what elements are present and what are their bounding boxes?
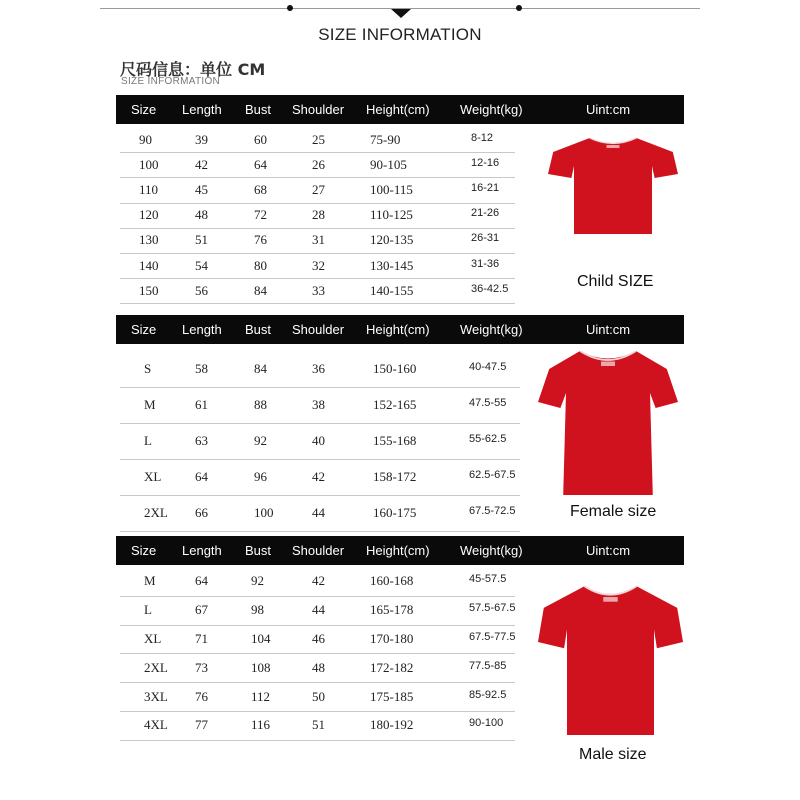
table-cell: 160-168 xyxy=(370,573,414,589)
header-size: Size xyxy=(131,543,157,558)
header-bust: Bust xyxy=(245,322,272,337)
table-cell: 172-182 xyxy=(370,659,414,675)
page-title: SIZE INFORMATION xyxy=(318,25,482,44)
table-cell: 38 xyxy=(312,397,325,412)
header-shoulder: Shoulder xyxy=(292,322,345,337)
table-cell: 58 xyxy=(195,361,208,376)
row-divider xyxy=(120,177,515,178)
table-cell: 42 xyxy=(312,573,325,589)
table-cell: 140 xyxy=(139,257,159,273)
table-cell: 155-168 xyxy=(373,433,417,448)
table-cell: 160-175 xyxy=(373,505,417,520)
table-cell: L xyxy=(144,433,152,448)
table-cell: 21-26 xyxy=(471,207,500,220)
row-divider xyxy=(120,152,515,153)
table-cell: 40 xyxy=(312,433,325,448)
header-uint-cm: Uint:cm xyxy=(586,322,631,337)
row-divider xyxy=(120,596,515,597)
table-cell: 42 xyxy=(195,156,208,172)
row-divider xyxy=(120,278,515,279)
table-cell: 98 xyxy=(251,602,264,618)
row-divider xyxy=(120,203,515,204)
table-cell: 68 xyxy=(254,182,267,197)
table-cell: 36 xyxy=(312,361,325,376)
table-cell: 47.5-55 xyxy=(469,397,507,409)
table-cell: 92 xyxy=(251,573,264,589)
table-cell: 112 xyxy=(251,688,271,704)
row-divider xyxy=(120,495,520,496)
row-divider xyxy=(120,423,520,424)
table-cell: 84 xyxy=(254,282,267,298)
table-cell: 85-92.5 xyxy=(469,688,507,701)
table-cell: 25 xyxy=(312,131,325,147)
header-bust: Bust xyxy=(245,543,272,558)
row-divider xyxy=(120,653,515,654)
table-cell: 56 xyxy=(195,282,208,298)
header-uint-cm: Uint:cm xyxy=(586,543,631,558)
header-length: Length xyxy=(182,322,222,337)
table-cell: 77 xyxy=(195,717,208,733)
table-cell: 73 xyxy=(195,659,208,675)
header-length: Length xyxy=(182,543,222,558)
down-arrow-icon xyxy=(391,9,411,18)
table-cell: S xyxy=(144,361,152,376)
size-caption: Child SIZE xyxy=(577,273,654,290)
table-cell: 140-155 xyxy=(370,282,414,298)
table-cell: 150-160 xyxy=(373,361,417,376)
table-cell: 50 xyxy=(312,688,325,704)
header-shoulder: Shoulder xyxy=(292,543,345,558)
table-cell: 96 xyxy=(254,469,267,484)
table-cell: 67 xyxy=(195,602,208,618)
female-tshirt-image xyxy=(538,345,678,500)
child-tshirt-image xyxy=(548,134,678,239)
table-cell: 48 xyxy=(195,207,208,223)
table-cell: 28 xyxy=(312,207,325,223)
row-divider xyxy=(120,625,515,626)
table-cell: M xyxy=(144,397,156,412)
table-cell: 31-36 xyxy=(471,257,500,270)
table-cell: 16-21 xyxy=(471,182,500,194)
header-weight-kg-: Weight(kg) xyxy=(460,543,523,558)
subtitle-chinese: 尺码信息：单位 CM xyxy=(120,60,266,79)
table-cell: 77.5-85 xyxy=(469,659,507,672)
row-divider xyxy=(120,531,520,532)
divider-dot-right xyxy=(516,5,522,11)
table-cell: 90-100 xyxy=(469,717,504,730)
header-size: Size xyxy=(131,102,157,117)
header-uint-cm: Uint:cm xyxy=(586,102,631,117)
subtitle-english: SIZE INFORMATION xyxy=(121,76,221,87)
table-cell: 150 xyxy=(139,282,159,298)
table-cell: 8-12 xyxy=(471,131,494,144)
table-cell: 48 xyxy=(312,659,325,675)
table-cell: 60 xyxy=(254,131,267,147)
table-cell: 44 xyxy=(312,602,325,618)
row-divider xyxy=(120,682,515,683)
header-height-cm-: Height(cm) xyxy=(366,543,430,558)
table-cell: 12-16 xyxy=(471,156,500,169)
row-divider xyxy=(120,387,520,388)
row-divider xyxy=(120,459,520,460)
table-cell: 61 xyxy=(195,397,208,412)
table-cell: 64 xyxy=(195,573,208,589)
table-cell: 36-42.5 xyxy=(471,282,509,295)
table-cell: 51 xyxy=(195,232,208,248)
row-divider xyxy=(120,253,515,254)
table-cell: 108 xyxy=(251,659,271,675)
row-divider xyxy=(120,303,515,304)
table-cell: 152-165 xyxy=(373,397,417,412)
table-cell: 57.5-67.5 xyxy=(469,602,516,615)
header-weight-kg-: Weight(kg) xyxy=(460,322,523,337)
row-divider xyxy=(120,740,515,741)
table-cell: L xyxy=(144,602,152,618)
table-cell: 90-105 xyxy=(370,156,407,172)
size-caption: Female size xyxy=(570,503,657,520)
table-header xyxy=(116,95,684,124)
table-cell: 40-47.5 xyxy=(469,361,507,373)
table-cell: 32 xyxy=(312,257,325,273)
table-cell: XL xyxy=(144,469,162,484)
table-cell: 116 xyxy=(251,717,271,733)
header-shoulder: Shoulder xyxy=(292,102,345,117)
table-cell: 33 xyxy=(312,282,325,298)
table-cell: 165-178 xyxy=(370,602,414,618)
table-cell: 88 xyxy=(254,397,267,412)
header-height-cm-: Height(cm) xyxy=(366,322,430,337)
header-height-cm-: Height(cm) xyxy=(366,102,430,117)
table-cell: 67.5-72.5 xyxy=(469,505,516,517)
table-cell: 27 xyxy=(312,182,325,197)
table-cell: 130-145 xyxy=(370,257,414,273)
header-size: Size xyxy=(131,322,157,337)
header-bust: Bust xyxy=(245,102,272,117)
table-cell: 46 xyxy=(312,631,325,646)
table-cell: 66 xyxy=(195,505,208,520)
table-cell: 175-185 xyxy=(370,688,414,704)
table-cell: 75-90 xyxy=(370,131,401,147)
table-cell: 110 xyxy=(139,182,159,197)
header-length: Length xyxy=(182,102,222,117)
table-cell: 2XL xyxy=(144,659,168,675)
table-cell: 54 xyxy=(195,257,208,273)
table-cell: 120 xyxy=(139,207,159,223)
table-cell: 110-125 xyxy=(370,207,413,223)
table-cell: 71 xyxy=(195,631,208,646)
table-cell: 80 xyxy=(254,257,267,273)
table-cell: 180-192 xyxy=(370,717,414,733)
table-cell: 64 xyxy=(254,156,267,172)
table-cell: M xyxy=(144,573,156,589)
table-cell: 63 xyxy=(195,433,208,448)
table-cell: 3XL xyxy=(144,688,168,704)
divider-dot-left xyxy=(287,5,293,11)
row-divider xyxy=(120,711,515,712)
table-cell: 130 xyxy=(139,232,159,248)
table-cell: 39 xyxy=(195,131,208,147)
table-cell: 100 xyxy=(254,505,274,520)
table-cell: 62.5-67.5 xyxy=(469,469,516,481)
row-divider xyxy=(120,228,515,229)
table-cell: 90 xyxy=(139,131,152,147)
table-cell: 170-180 xyxy=(370,631,414,646)
table-cell: 100-115 xyxy=(370,182,413,197)
table-cell: 76 xyxy=(195,688,208,704)
table-cell: 100 xyxy=(139,156,159,172)
table-cell: 45-57.5 xyxy=(469,573,507,586)
table-cell: 26 xyxy=(312,156,325,172)
table-cell: 26-31 xyxy=(471,232,500,245)
table-cell: 2XL xyxy=(144,505,168,520)
table-cell: 104 xyxy=(251,631,271,646)
table-cell: 44 xyxy=(312,505,325,520)
table-cell: 42 xyxy=(312,469,325,484)
size-caption: Male size xyxy=(579,746,647,763)
table-cell: 76 xyxy=(254,232,267,248)
table-cell: 64 xyxy=(195,469,208,484)
table-cell: 67.5-77.5 xyxy=(469,631,516,643)
table-cell: 45 xyxy=(195,182,208,197)
table-cell: 55-62.5 xyxy=(469,433,507,445)
table-cell: 120-135 xyxy=(370,232,414,248)
header-weight-kg-: Weight(kg) xyxy=(460,102,523,117)
table-cell: 72 xyxy=(254,207,267,223)
male-tshirt-image xyxy=(538,580,683,740)
table-cell: 51 xyxy=(312,717,325,733)
table-cell: 84 xyxy=(254,361,267,376)
table-header xyxy=(116,315,684,344)
table-cell: 158-172 xyxy=(373,469,417,484)
table-cell: 31 xyxy=(312,232,325,248)
table-cell: XL xyxy=(144,631,162,646)
table-cell: 4XL xyxy=(144,717,168,733)
table-cell: 92 xyxy=(254,433,267,448)
table-header xyxy=(116,536,684,565)
